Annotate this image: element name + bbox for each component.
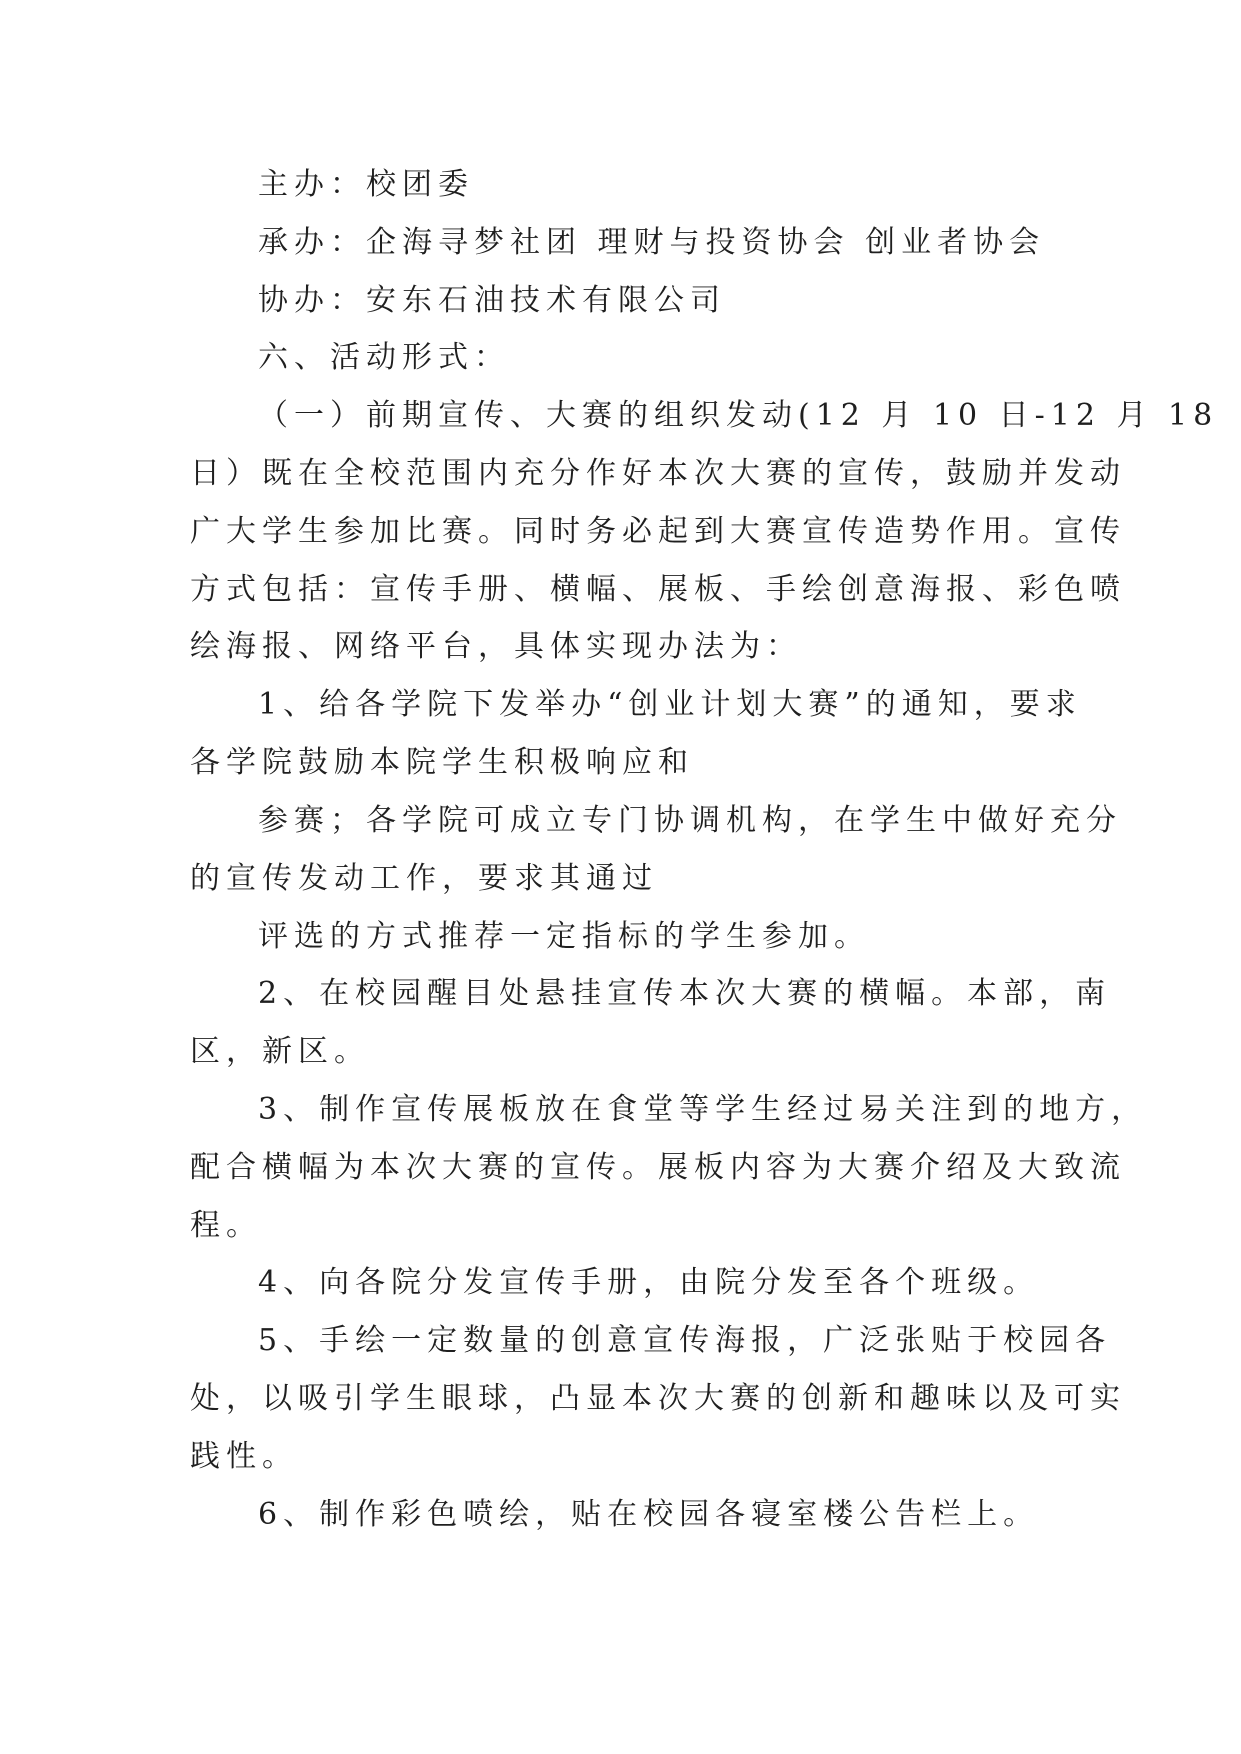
paragraph-line: （一）前期宣传、大赛的组织发动(12 月 10 日-12 月 18 [258,398,1219,433]
paragraph-line: 绘海报、网络平台，具体实现办法为： [190,629,802,664]
list-item-line: 各学院鼓励本院学生积极响应和 [190,745,694,780]
co-organizer-line: 协办：安东石油技术有限公司 [258,283,726,318]
list-item-line: 1、给各学院下发举办“创业计划大赛”的通知，要求 [258,687,1082,722]
paragraph-line: 广大学生参加比赛。同时务必起到大赛宣传造势作用。宣传 [190,514,1126,549]
list-item-line: 5、手绘一定数量的创意宣传海报，广泛张贴于校园各 [258,1323,1112,1358]
list-item-line: 6、制作彩色喷绘，贴在校园各寝室楼公告栏上。 [258,1497,1040,1532]
list-item-line: 3、制作宣传展板放在食堂等学生经过易关注到的地方， [258,1092,1148,1127]
list-item-line: 参赛；各学院可成立专门协调机构，在学生中做好充分 [258,803,1122,838]
undertaker-line: 承办：企海寻梦社团 理财与投资协会 创业者协会 [258,225,1046,260]
list-item-line: 的宣传发动工作，要求其通过 [190,861,658,896]
list-item-line: 程。 [190,1208,262,1243]
list-item-line: 处，以吸引学生眼球，凸显本次大赛的创新和趣味以及可实 [190,1381,1126,1416]
list-item-line: 践性。 [190,1439,298,1474]
paragraph-line: 日）既在全校范围内充分作好本次大赛的宣传，鼓励并发动 [190,456,1126,491]
paragraph-line: 方式包括：宣传手册、横幅、展板、手绘创意海报、彩色喷 [190,572,1126,607]
list-item-line: 2、在校园醒目处悬挂宣传本次大赛的横幅。本部，南 [258,976,1112,1011]
list-item-line: 区，新区。 [190,1034,370,1069]
list-item-line: 配合横幅为本次大赛的宣传。展板内容为大赛介绍及大致流 [190,1150,1126,1185]
section-heading: 六、活动形式： [258,340,510,375]
list-item-line: 评选的方式推荐一定指标的学生参加。 [258,919,870,954]
organizer-line: 主办：校团委 [258,167,474,202]
list-item-line: 4、向各院分发宣传手册，由院分发至各个班级。 [258,1265,1040,1300]
